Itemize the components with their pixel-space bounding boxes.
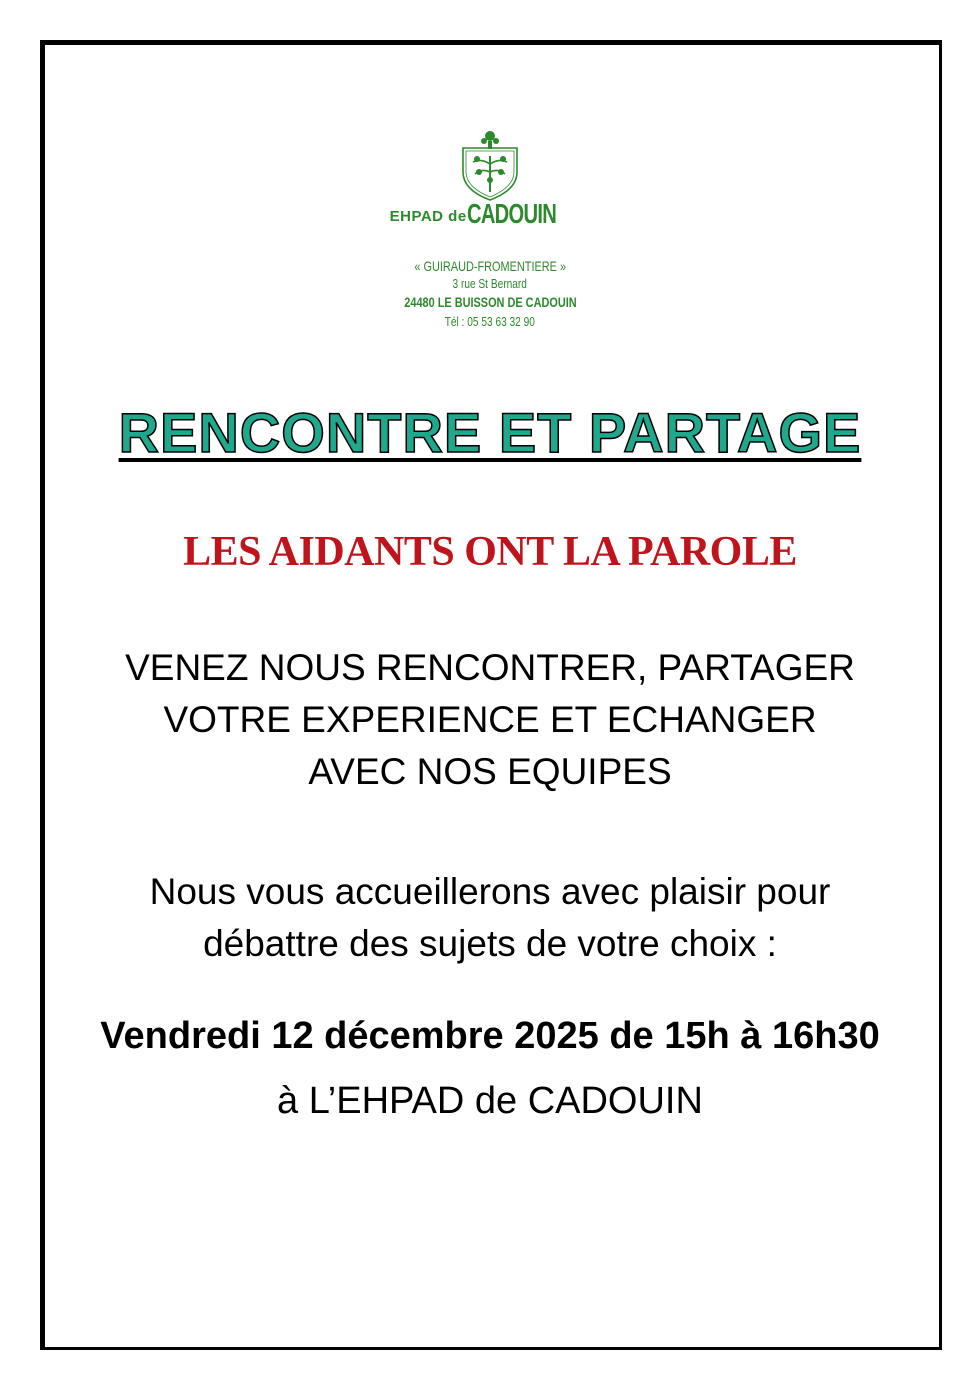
- intro-line: AVEC NOS EQUIPES: [308, 751, 672, 792]
- logo: [0, 128, 980, 202]
- address-line-1: « GUIRAUD-FROMENTIERE »: [414, 258, 566, 274]
- address-line-2: 3 rue St Bernard: [452, 276, 528, 291]
- welcome-line: Nous vous accueillerons avec plaisir pour: [149, 871, 831, 912]
- logo-name: [0, 198, 980, 230]
- welcome-paragraph: [0, 866, 980, 970]
- address-line-3: 24480 LE BUISSON DE CADOUIN: [403, 294, 577, 310]
- intro-line: VENEZ NOUS RENCONTRER, PARTAGER: [125, 647, 855, 688]
- intro-paragraph: [0, 642, 980, 798]
- logo-name-main: CADOUIN: [466, 198, 556, 229]
- coat-of-arms-icon: [455, 128, 525, 202]
- page-title: RENCONTRE ET PARTAGE: [118, 401, 862, 464]
- event-place: à L’EHPAD de CADOUIN: [277, 1080, 703, 1122]
- logo-name-prefix: EHPAD de: [389, 208, 467, 225]
- welcome-line: débattre des sujets de votre choix :: [203, 923, 777, 964]
- page-subtitle: LES AIDANTS ONT LA PAROLE: [183, 529, 797, 575]
- address-phone: Tél : 05 53 63 32 90: [444, 314, 536, 329]
- intro-line: VOTRE EXPERIENCE ET ECHANGER: [163, 699, 817, 740]
- event-date: Vendredi 12 décembre 2025 de 15h à 16h30: [100, 1015, 880, 1057]
